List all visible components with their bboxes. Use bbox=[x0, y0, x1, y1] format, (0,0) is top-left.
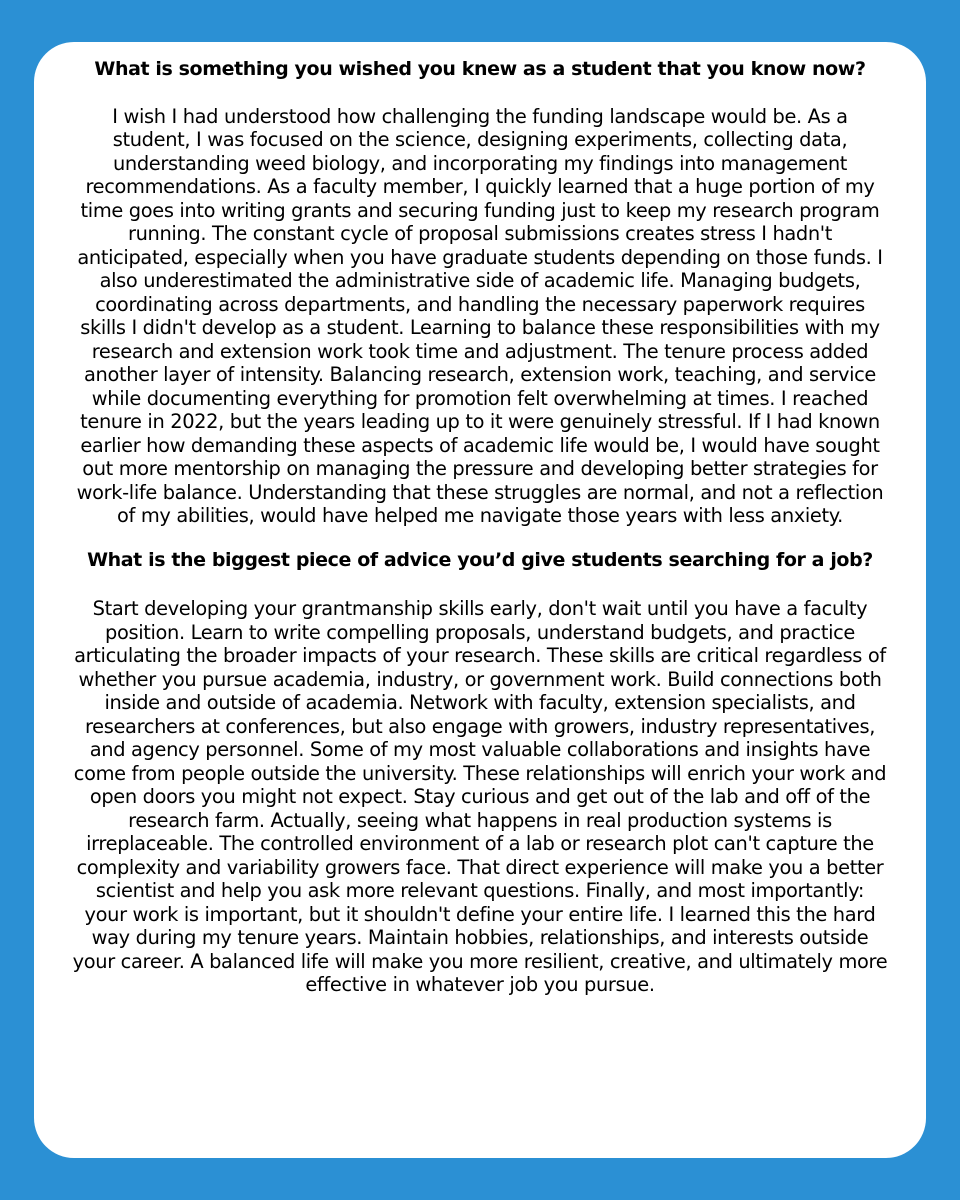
answer-paragraph: I wish I had understood how challenging the funding landscape would be. As a student, I was focused on the science, designing experiments, collecting data, understanding weed biology, and incorporating my findings into management recommendations. As a faculty member, I quickly learned that a huge portion of my time goes into writing grants and securing funding just to keep my research program running. The constant cycle of proposal submissions creates stress I hadn't anticipated, especially when you have graduate students depending on those funds. I also underestimated the administrative side of academic life. Managing budgets, coordinating across departments, and handling the necessary paperwork requires skills I didn't develop as a student. Learning to balance these responsibilities with my research and extension work took time and adjustment. The tenure process added another layer of intensity. Balancing research, extension work, teaching, and service while documenting everything for promotion felt overwhelming at times. I reached tenure in 2022, but the years leading up to it were genuinely stressful. If I had known earlier how demanding these aspects of academic life would be, I would have sought out more mentorship on managing the pressure and developing better strategies for work-life balance. Understanding that these struggles are normal, and not a reflection of my abilities, would have helped me navigate those years with less anxiety. bbox=[76, 104, 884, 527]
answer-paragraph: Start developing your grantmanship skills early, don't wait until you have a faculty position. Learn to write compelling proposals, understand budgets, and practice articulating the broader impacts of your research. These skills are critical regardless of whether you pursue academia, industry, or government work. Build connections both inside and outside of academia. Network with faculty, extension specialists, and researchers at conferences, but also engage with growers, industry representatives, and agency personnel. Some of my most valuable collaborations and insights have come from people outside the university. These relationships will enrich your work and open doors you might not expect. Stay curious and get out of the lab and off of the research farm. Actually, seeing what happens in real production systems is irreplaceable. The controlled environment of a lab or research plot can't capture the complexity and variability growers face. That direct experience will make you a better scientist and help you ask more relevant questions. Finally, and most importantly: your work is important, but it shouldn't define your entire life. I learned this the hard way during my tenure years. Maintain hobbies, relationships, and interests outside your career. A balanced life will make you more resilient, creative, and ultimately more effective in whatever job you pursue. bbox=[72, 597, 888, 996]
question-heading: What is the biggest piece of advice you’d give students searching for a job? bbox=[87, 548, 873, 571]
question-heading: What is something you wished you knew as a student that you know now? bbox=[94, 58, 866, 80]
interview-card bbox=[34, 42, 926, 1158]
